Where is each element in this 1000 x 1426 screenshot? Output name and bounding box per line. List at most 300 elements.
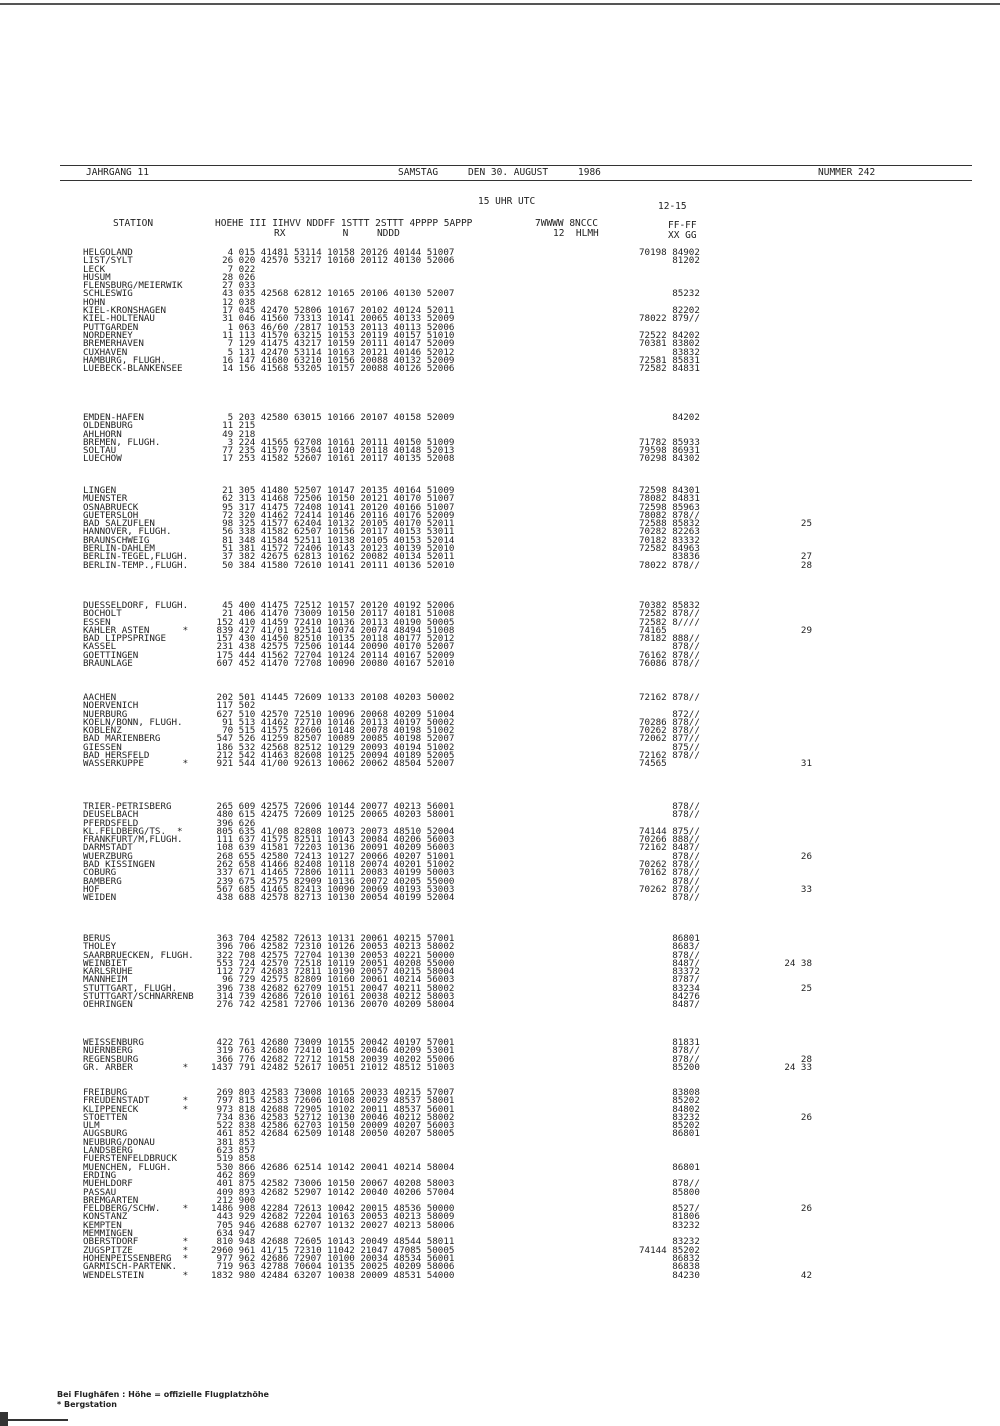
station-row [83, 1136, 812, 1148]
station-gusts [752, 894, 812, 902]
gust-header: FF-FF [668, 220, 697, 231]
station-name: MUENCHEN, FLUGH. [83, 1161, 172, 1173]
station-weather: 878// [639, 809, 700, 821]
station-name: WASSERKUPPE * [83, 758, 189, 770]
station-row [83, 422, 812, 430]
station-gusts [752, 495, 812, 503]
station-gusts: 26 [800, 1203, 812, 1215]
station-weather: 85202 [639, 1095, 700, 1107]
station-gusts [752, 1147, 812, 1155]
station-weather: 878// [639, 850, 700, 862]
station-name: GIESSEN [83, 741, 122, 753]
station-weather: 74144 85202 [639, 1244, 700, 1256]
station-gusts: 26 [800, 1111, 812, 1123]
station-weather: 86838 [639, 1261, 700, 1273]
station-weather: 70162 878// [639, 867, 700, 879]
station-values: 734 836 42583 52712 10130 20046 40212 58002 [211, 1111, 455, 1123]
station-name: KASSEL [83, 641, 117, 653]
station-weather: 85200 [639, 1061, 700, 1073]
station-name: HOHENPEISSENBERG * [83, 1252, 189, 1264]
station-weather: 72581 85831 [639, 354, 700, 366]
station-gusts [752, 1155, 812, 1163]
station-row [83, 257, 812, 265]
station-gusts [752, 803, 812, 811]
station-gusts [752, 869, 812, 877]
station-values: 401 875 42582 73006 10150 20067 40208 58003 [211, 1178, 455, 1190]
station-name: THOLEY [83, 941, 117, 953]
station-name: STUTTGART, FLUGH. [83, 982, 178, 994]
station-row [83, 1130, 812, 1138]
station-values: 112 727 42683 72811 10190 20057 40215 58004 [211, 966, 455, 978]
station-values: 396 626 [211, 817, 256, 829]
station-values: 152 410 41459 72410 10136 20113 40190 50005 [211, 616, 455, 628]
station-weather: 70381 83802 [639, 338, 700, 350]
station-values: 262 658 41466 82408 10118 20074 40201 51002 [211, 859, 455, 871]
station-gusts [752, 1180, 812, 1188]
station-weather: 70198 84902 [639, 247, 700, 258]
station-values: 366 776 42682 72712 10158 20039 40202 55006 [211, 1053, 455, 1065]
station-weather: 81202 [639, 255, 700, 267]
station-gusts [752, 332, 812, 340]
footnote-mountain-station: * Bergstation [57, 1400, 117, 1409]
station-weather: 85202 [639, 1120, 700, 1132]
station-gusts [752, 935, 812, 943]
station-weather: 78022 879// [639, 313, 700, 325]
station-weather: 878// [639, 641, 700, 653]
station-values: 27 033 [211, 280, 256, 292]
station-weather: 70298 84302 [639, 453, 700, 465]
station-gusts [752, 1255, 812, 1263]
station-values: 51 381 41572 72406 10143 20123 40139 52010 [211, 543, 455, 555]
station-name: AHLHORN [83, 428, 122, 440]
station-weather: 72162 8487/ [639, 842, 700, 854]
station-weather [639, 422, 752, 430]
station-weather: 83234 [639, 982, 700, 994]
station-values: 519 858 [211, 1153, 256, 1165]
station-gusts [752, 1213, 812, 1221]
weekday-label: SAMSTAG [398, 167, 439, 178]
station-values: 7 129 41475 43217 10159 20111 40147 52009 [211, 338, 455, 350]
station-weather: 70282 82263 [639, 526, 700, 538]
station-name: WEIDEN [83, 892, 117, 904]
station-values: 16 147 41680 63210 10156 20088 40132 52009 [211, 354, 455, 366]
date-label: DEN 30. AUGUST [468, 167, 549, 178]
station-name: MEMMINGEN [83, 1228, 133, 1240]
station-weather: 83836 [639, 551, 700, 563]
station-gusts [752, 1189, 812, 1197]
station-name: PUTTGARDEN [83, 321, 139, 333]
station-gusts [752, 528, 812, 536]
station-name: WEISSENBURG [83, 1037, 144, 1048]
station-gusts [752, 274, 812, 282]
station-values: 111 637 41575 82511 10143 20084 40206 56003 [211, 834, 455, 846]
station-weather: 83372 [639, 966, 700, 978]
station-gusts [752, 257, 812, 265]
station-weather: 70262 878// [639, 883, 700, 895]
station-gusts [752, 431, 812, 439]
station-values: 1486 908 42284 72613 10042 20015 48536 50000 [211, 1203, 455, 1215]
station-weather: 79598 86931 [639, 445, 700, 457]
station-name: BAMBERG [83, 875, 122, 887]
station-weather [639, 274, 752, 282]
station-name: NUERNBERG [83, 1045, 133, 1057]
station-gusts [752, 504, 812, 512]
station-gusts [752, 1230, 812, 1238]
station-name: FUERSTENFELDBRUCK [83, 1153, 178, 1165]
station-values: 239 675 42575 82909 10136 20072 40205 55000 [211, 875, 455, 887]
station-row [83, 1219, 812, 1231]
station-weather: 78082 84831 [639, 493, 700, 505]
station-gusts [752, 635, 812, 643]
station-weather: 84230 [639, 1269, 700, 1281]
station-name: KOELN/BONN, FLUGH. [83, 716, 183, 728]
station-values: 443 929 42682 72204 10163 20053 40213 58009 [211, 1211, 455, 1223]
station-name: LECK [83, 263, 106, 275]
station-name: FLENSBURG/MEIERWIK [83, 280, 183, 292]
station-values: 17 253 41582 52607 10161 20117 40135 52008 [211, 453, 455, 465]
station-name: KIEL-HOLTENAU [83, 313, 155, 325]
station-row [83, 694, 812, 702]
station-gusts [752, 610, 812, 618]
station-row [83, 894, 812, 902]
gust-period: 12-15 [658, 201, 687, 212]
edge-mark-line [8, 1419, 68, 1421]
station-values: 14 156 41568 53205 10157 20088 40126 52006 [211, 363, 455, 375]
station-row [83, 1186, 812, 1198]
station-weather: 70262 878// [639, 725, 700, 737]
station-gusts [752, 836, 812, 844]
station-values: 547 526 41259 82507 10089 20085 40198 52007 [211, 733, 455, 745]
station-row [83, 290, 812, 298]
station-values: 805 635 41/08 82808 10073 20073 48510 52004 [211, 825, 455, 837]
station-row [83, 1001, 812, 1009]
station-name: BREMERHAVEN [83, 338, 144, 350]
station-values: 26 020 42570 53217 10160 20112 40130 52006 [211, 255, 455, 267]
station-values: 81 348 41584 52511 10138 20105 40153 52014 [211, 534, 455, 546]
station-gusts [752, 537, 812, 545]
station-name: PFERDSFELD [83, 817, 139, 829]
station-name: GR. ARBER * [83, 1061, 189, 1073]
station-values: 21 305 41480 52507 10147 20135 40164 51009 [211, 485, 455, 496]
station-group [83, 1089, 812, 1280]
station-values: 45 400 41475 72512 10157 20120 40192 52006 [211, 600, 455, 611]
station-gusts [752, 711, 812, 719]
station-name: GARMISCH-PARTENK. [83, 1261, 178, 1273]
station-weather: 72062 877// [639, 733, 700, 745]
station-name: LINGEN [83, 485, 117, 496]
station-weather: 878// [639, 875, 700, 887]
station-name: BREMGARTEN [83, 1194, 139, 1206]
station-name: NEUBURG/DONAU [83, 1136, 155, 1148]
main-columns-subheader: RX N NDDD [274, 228, 400, 239]
station-name: NORDERNEY [83, 329, 133, 341]
station-weather: 74165 [639, 624, 667, 636]
station-name: HANNOVER, FLUGH. [83, 526, 172, 538]
station-weather: 86801 [639, 933, 700, 944]
station-name: KONSTANZ [83, 1211, 128, 1223]
station-weather: 83832 [639, 346, 700, 358]
station-name: HUSUM [83, 271, 111, 283]
station-gusts [752, 365, 812, 373]
station-values: 117 502 [211, 700, 256, 712]
station-name: BAD HERSFELD [83, 750, 150, 762]
station-weather: 72162 878// [639, 692, 700, 703]
station-name: FRANKFURT/M,FLUGH. [83, 834, 183, 846]
station-values: 319 763 42680 72410 10145 20046 40209 53001 [211, 1045, 455, 1057]
station-weather: 86832 [639, 1252, 700, 1264]
station-name: KEMPTEN [83, 1219, 122, 1231]
station-name: OBERSTDORF * [83, 1236, 189, 1248]
station-name: DEUSELBACH [83, 809, 139, 821]
station-gusts [752, 447, 812, 455]
station-row [83, 1161, 812, 1173]
station-name: FREIBURG [83, 1087, 128, 1098]
station-values: 21 406 41470 73009 10150 20117 40181 51008 [211, 608, 455, 620]
jahrgang-label: JAHRGANG 11 [86, 167, 149, 178]
station-weather: 83232 [639, 1111, 700, 1123]
station-weather: 875// [639, 741, 700, 753]
station-values: 265 609 42575 72606 10144 20077 40213 56001 [211, 801, 455, 812]
station-gusts [752, 993, 812, 1001]
station-weather: 8527/ [639, 1203, 700, 1215]
station-gusts [752, 694, 812, 702]
station-gusts [752, 702, 812, 710]
station-values: 623 857 [211, 1145, 256, 1157]
station-values: 797 815 42583 72606 10108 20029 48537 58001 [211, 1095, 455, 1107]
station-gusts [752, 1122, 812, 1130]
station-name: KLIPPENECK * [83, 1103, 189, 1115]
station-weather: 71782 85933 [639, 436, 700, 448]
station-weather: 78022 878// [639, 559, 700, 571]
station-gusts [752, 487, 812, 495]
station-values: 276 742 42581 72706 10136 20070 40209 58004 [211, 999, 455, 1011]
station-name: HOHN [83, 296, 106, 308]
station-gusts: 29 [800, 624, 812, 636]
station-values: 1832 980 42484 63207 10038 20009 48531 54000 [211, 1269, 455, 1281]
top-rule [0, 3, 1000, 5]
station-gusts [752, 719, 812, 727]
station-values: 553 724 42570 72518 10119 20051 40208 55000 [211, 957, 455, 969]
station-gusts: 25 [800, 518, 812, 530]
station-name: LIST/SYLT [83, 255, 133, 267]
station-name: NOERVENICH [83, 700, 139, 712]
station-group [83, 602, 812, 668]
station-weather: 8487/ [639, 999, 700, 1011]
station-group [83, 803, 812, 903]
station-weather: 8487/ [639, 957, 700, 969]
station-gusts: 31 [800, 758, 812, 770]
station-row [83, 1269, 812, 1281]
station-weather: 70266 888// [639, 834, 700, 846]
station-name: DARMSTADT [83, 842, 133, 854]
station-row [83, 1061, 812, 1073]
station-name: STOETTEN [83, 1111, 128, 1123]
station-name: BRAUNSCHWEIG [83, 534, 150, 546]
station-weather: 83808 [639, 1087, 700, 1098]
station-weather: 878// [639, 1053, 700, 1065]
station-gusts [752, 744, 812, 752]
station-name: OLDENBURG [83, 420, 133, 432]
station-name: KOBLENZ [83, 725, 122, 737]
station-name: LUECHOW [83, 453, 122, 465]
station-values: 461 852 42684 62509 10148 20050 40207 58005 [211, 1128, 455, 1140]
station-values: 921 544 41/00 92613 10062 20062 48504 52007 [211, 758, 455, 770]
station-values: 977 962 42686 72907 10100 20034 48534 56001 [211, 1252, 455, 1264]
station-gusts [752, 290, 812, 298]
station-gusts [752, 349, 812, 357]
station-values: 37 382 42675 62813 10162 20082 40134 52011 [211, 551, 455, 563]
station-values: 77 235 41570 73504 10140 20118 40148 52013 [211, 445, 455, 457]
station-gusts [752, 357, 812, 365]
station-values: 607 452 41470 72708 10090 20080 40167 52010 [211, 658, 455, 670]
station-name: BAD KISSINGEN [83, 859, 155, 871]
station-weather: 78082 878// [639, 509, 700, 521]
station-values: 480 615 42475 72609 10125 20065 40203 58001 [211, 809, 455, 821]
station-row [83, 811, 812, 819]
station-values: 396 706 42582 72310 10126 20053 40213 58002 [211, 941, 455, 953]
station-name: SOLTAU [83, 445, 117, 457]
station-gusts: 24 33 [784, 1061, 812, 1073]
station-name: AACHEN [83, 692, 117, 703]
station-gusts [752, 307, 812, 315]
main-columns-header: HOEHE III IIHVV NDDFF 1STTT 2STTT 4PPPP 5APPP [215, 218, 473, 229]
station-values: 72 320 41462 72414 10146 20116 40176 52009 [211, 509, 455, 521]
station-values: 231 438 42575 72506 10144 20090 40170 52007 [211, 641, 455, 653]
station-values: 11 113 41570 63215 10153 20119 40157 51010 [211, 329, 455, 341]
station-name: KL.FELDBERG/TS. * [83, 825, 183, 837]
station-gusts [752, 315, 812, 323]
station-name: NUERBURG [83, 708, 128, 720]
station-weather: 82202 [639, 305, 700, 317]
station-group [83, 694, 812, 769]
station-values: 363 704 42582 72613 10131 20061 40215 57001 [211, 933, 455, 944]
station-values: 409 893 42682 52907 10142 20040 40206 57004 [211, 1186, 455, 1198]
station-weather [639, 1139, 752, 1147]
station-weather: 72162 878// [639, 750, 700, 762]
station-name: WENDELSTEIN * [83, 1269, 189, 1281]
station-row [83, 414, 812, 422]
year-label: 1986 [578, 167, 601, 178]
station-weather: 72582 8//// [639, 616, 700, 628]
station-weather: 85232 [639, 288, 700, 300]
station-row [83, 760, 812, 768]
station-header: STATION [113, 218, 154, 229]
station-gusts [752, 249, 812, 257]
station-weather: 81831 [639, 1037, 700, 1048]
station-values: 175 444 41562 72704 10124 20114 40167 52009 [211, 649, 455, 661]
station-values: 268 655 42580 72413 10127 20066 40207 51001 [211, 850, 455, 862]
station-values: 212 542 41463 82608 10125 20094 40189 52005 [211, 750, 455, 762]
station-weather: 74565 [639, 758, 667, 770]
station-weather: 85800 [639, 1186, 700, 1198]
station-values: 530 866 42686 62514 10142 20041 40214 58004 [211, 1161, 455, 1173]
station-name: KIEL-KRONSHAGEN [83, 305, 166, 317]
station-weather: 872// [639, 708, 700, 720]
station-weather: 74144 875// [639, 825, 700, 837]
station-values: 7 022 [211, 263, 256, 275]
station-row [83, 271, 812, 283]
station-name: LUEBECK-BLANKENSEE [83, 363, 183, 375]
station-row [83, 365, 812, 373]
station-name: OEHRINGEN [83, 999, 133, 1011]
station-name: TRIER-PETRISBERG [83, 801, 172, 812]
station-gusts [752, 811, 812, 819]
station-values: 70 515 41575 82606 10148 20078 40198 51002 [211, 725, 455, 737]
station-name: GUETERSLOH [83, 509, 139, 521]
station-weather: 72598 84301 [639, 485, 700, 496]
station-gusts [752, 643, 812, 651]
station-name: KAHLER ASTEN * [83, 624, 189, 636]
station-values: 567 685 41465 82413 10090 20069 40193 53003 [211, 883, 455, 895]
station-gusts [752, 1172, 812, 1180]
station-name: REGENSBURG [83, 1053, 139, 1065]
station-values: 157 430 41450 82510 10135 20118 40177 52012 [211, 633, 455, 645]
station-name: FREUDENSTADT * [83, 1095, 189, 1107]
station-row [83, 263, 812, 275]
station-gusts: 33 [800, 883, 812, 895]
station-values: 91 513 41462 72710 10146 20113 40197 50002 [211, 716, 455, 728]
station-weather: 86801 [639, 1128, 700, 1140]
station-values: 973 818 42688 72905 10102 20011 48537 56001 [211, 1103, 455, 1115]
station-gusts [752, 422, 812, 430]
station-group [83, 935, 812, 1010]
station-name: ERDING [83, 1169, 117, 1181]
station-name: GOETTINGEN [83, 649, 139, 661]
station-weather: 84802 [639, 1103, 700, 1115]
station-gusts [752, 943, 812, 951]
right-columns-subheader: 12 HLMH [553, 228, 599, 239]
station-weather: 878// [639, 892, 700, 904]
station-weather: 81806 [639, 1211, 700, 1223]
station-values: 5 131 42470 53114 10163 20121 40146 52012 [211, 346, 455, 358]
station-values: 438 688 42578 82713 10130 20054 40199 52004 [211, 892, 455, 904]
station-weather: 70382 85832 [639, 600, 700, 611]
station-name: MUENSTER [83, 493, 128, 505]
station-name: BAD SALZUFLEN [83, 518, 155, 530]
station-values: 3 224 41565 62708 10161 20111 40150 51009 [211, 436, 455, 448]
station-values: 31 046 41560 73313 10141 20065 40133 52009 [211, 313, 455, 325]
station-name: HELGOLAND [83, 247, 133, 258]
station-name: BOCHOLT [83, 608, 122, 620]
station-name: CUXHAVEN [83, 346, 128, 358]
station-values: 2960 961 41/15 72310 11042 21047 47085 50005 [211, 1244, 455, 1256]
station-name: ESSEN [83, 616, 111, 628]
station-values: 314 739 42686 72610 10161 20038 40212 58003 [211, 991, 455, 1003]
station-values: 627 510 42570 72510 10096 20068 40209 51004 [211, 708, 455, 720]
station-values: 108 639 41581 72203 10136 20091 40209 56003 [211, 842, 455, 854]
station-name: MANNHEIM [83, 974, 128, 986]
station-values: 705 946 42688 62707 10132 20027 40213 58006 [211, 1219, 455, 1231]
right-columns-header: 7WWWW 8NCCC [535, 218, 598, 229]
station-name: STUTTGART/SCHNARRENB [83, 991, 194, 1003]
station-name: EMDEN-HAFEN [83, 412, 144, 423]
station-gusts: 28 [800, 1053, 812, 1065]
station-gusts: 28 [800, 559, 812, 571]
station-name: BAD MARIENBERG [83, 733, 161, 745]
station-gusts: 26 [800, 850, 812, 862]
station-row [83, 660, 812, 668]
station-values: 269 803 42583 73008 10165 20033 40215 57007 [211, 1087, 455, 1098]
station-name: BAD LIPPSPRINGE [83, 633, 166, 645]
station-gusts [752, 1089, 812, 1097]
station-gusts [752, 1097, 812, 1105]
station-gusts [752, 1039, 812, 1047]
station-gusts [752, 299, 812, 307]
station-weather: 78182 888// [639, 633, 700, 645]
station-name: BERLIN-TEGEL,FLUGH. [83, 551, 189, 563]
station-group [83, 487, 812, 570]
station-weather: 72588 85832 [639, 518, 700, 530]
